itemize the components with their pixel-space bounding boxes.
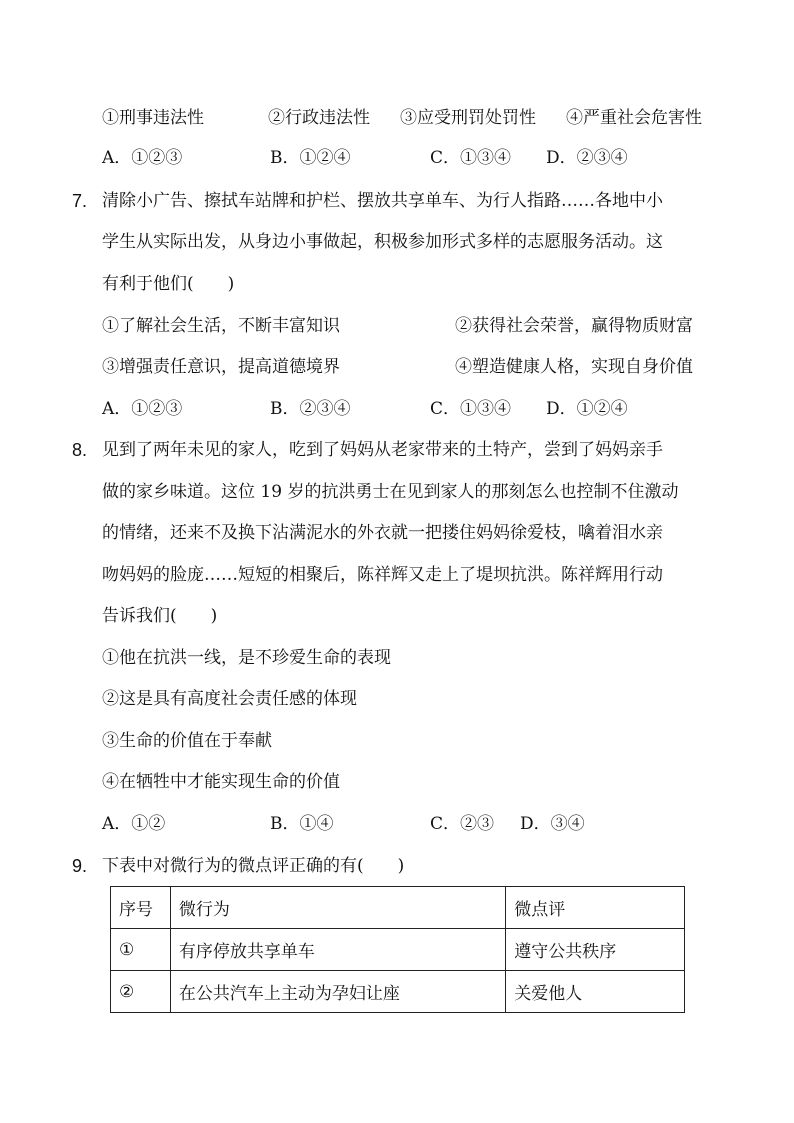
q8-stem-line-3: 的情绪，还来不及换下沾满泥水的外衣就一把搂住妈妈徐爱枝，噙着泪水亲 (102, 523, 663, 543)
table-cell: 遵守公共秩序 (506, 929, 685, 971)
q8-statement-2: ②这是具有高度社会责任感的体现 (102, 689, 357, 709)
table-header-cell: 序号 (111, 887, 171, 929)
q8-option-d: D．③④ (520, 814, 585, 834)
q6-option-c: C．①③④ (430, 148, 512, 168)
q6-option-a: A．①②③ (102, 148, 183, 168)
q7-option-a: A．①②③ (102, 399, 183, 419)
q6-statement-1: ①刑事违法性 (102, 108, 204, 128)
q8-statement-1: ①他在抗洪一线，是不珍爱生命的表现 (102, 648, 391, 668)
q6-option-b: B．①②④ (270, 148, 351, 168)
q6-statement-3: ③应受刑罚处罚性 (400, 108, 536, 128)
table-row (111, 929, 685, 971)
table-header-cell: 微行为 (170, 887, 505, 929)
q8-stem-line-4: 吻妈妈的脸庞……短短的相聚后，陈祥辉又走上了堤坝抗洪。陈祥辉用行动 (102, 565, 663, 585)
q7-statement-1: ①了解社会生活，不断丰富知识 (102, 316, 340, 336)
q8-stem-line-2: 做的家乡味道。这位 19 岁的抗洪勇士在见到家人的那刻怎么也控制不住激动 (102, 482, 679, 502)
q7-stem-line-3: 有利于他们( ) (102, 274, 235, 294)
table-cell: 关爱他人 (506, 971, 685, 1013)
q6-statement-4: ④严重社会危害性 (566, 108, 702, 128)
q7-statement-4: ④塑造健康人格，实现自身价值 (455, 357, 693, 377)
q7-option-c: C．①③④ (430, 399, 512, 419)
table-header-cell: 微点评 (506, 887, 685, 929)
q7-number: 7. (72, 191, 88, 211)
q8-stem-line-1: 见到了两年未见的家人，吃到了妈妈从老家带来的土特产，尝到了妈妈亲手 (102, 440, 663, 460)
q7-option-b: B．②③④ (270, 399, 351, 419)
table-cell: 在公共汽车上主动为孕妇让座 (170, 971, 505, 1013)
q8-statement-4: ④在牺牲中才能实现生命的价值 (102, 772, 340, 792)
table-row (111, 971, 685, 1013)
q7-statement-3: ③增强责任意识，提高道德境界 (102, 357, 340, 377)
q9-stem: 下表中对微行为的微点评正确的有( ) (102, 856, 405, 876)
q7-option-d: D．①②④ (546, 399, 628, 419)
q6-option-d: D．②③④ (546, 148, 628, 168)
q6-statement-2: ②行政违法性 (268, 108, 370, 128)
q8-option-c: C．②③ (430, 814, 495, 834)
table-header-row (111, 887, 685, 929)
q9-table (110, 886, 685, 1013)
q7-stem-line-1: 清除小广告、擦拭车站牌和护栏、摆放共享单车、为行人指路……各地中小 (102, 191, 663, 211)
q8-number: 8. (72, 440, 88, 460)
table-cell: ② (111, 971, 171, 1013)
q7-stem-line-2: 学生从实际出发，从身边小事做起，积极参加形式多样的志愿服务活动。这 (102, 232, 663, 252)
q8-stem-line-5: 告诉我们( ) (102, 606, 218, 626)
q8-option-b: B．①④ (270, 814, 334, 834)
q7-statement-2: ②获得社会荣誉，赢得物质财富 (455, 316, 693, 336)
q9-number: 9. (72, 856, 88, 876)
table-cell: ① (111, 929, 171, 971)
table-cell: 有序停放共享单车 (170, 929, 505, 971)
q8-option-a: A．①② (102, 814, 166, 834)
q8-statement-3: ③生命的价值在于奉献 (102, 731, 272, 751)
